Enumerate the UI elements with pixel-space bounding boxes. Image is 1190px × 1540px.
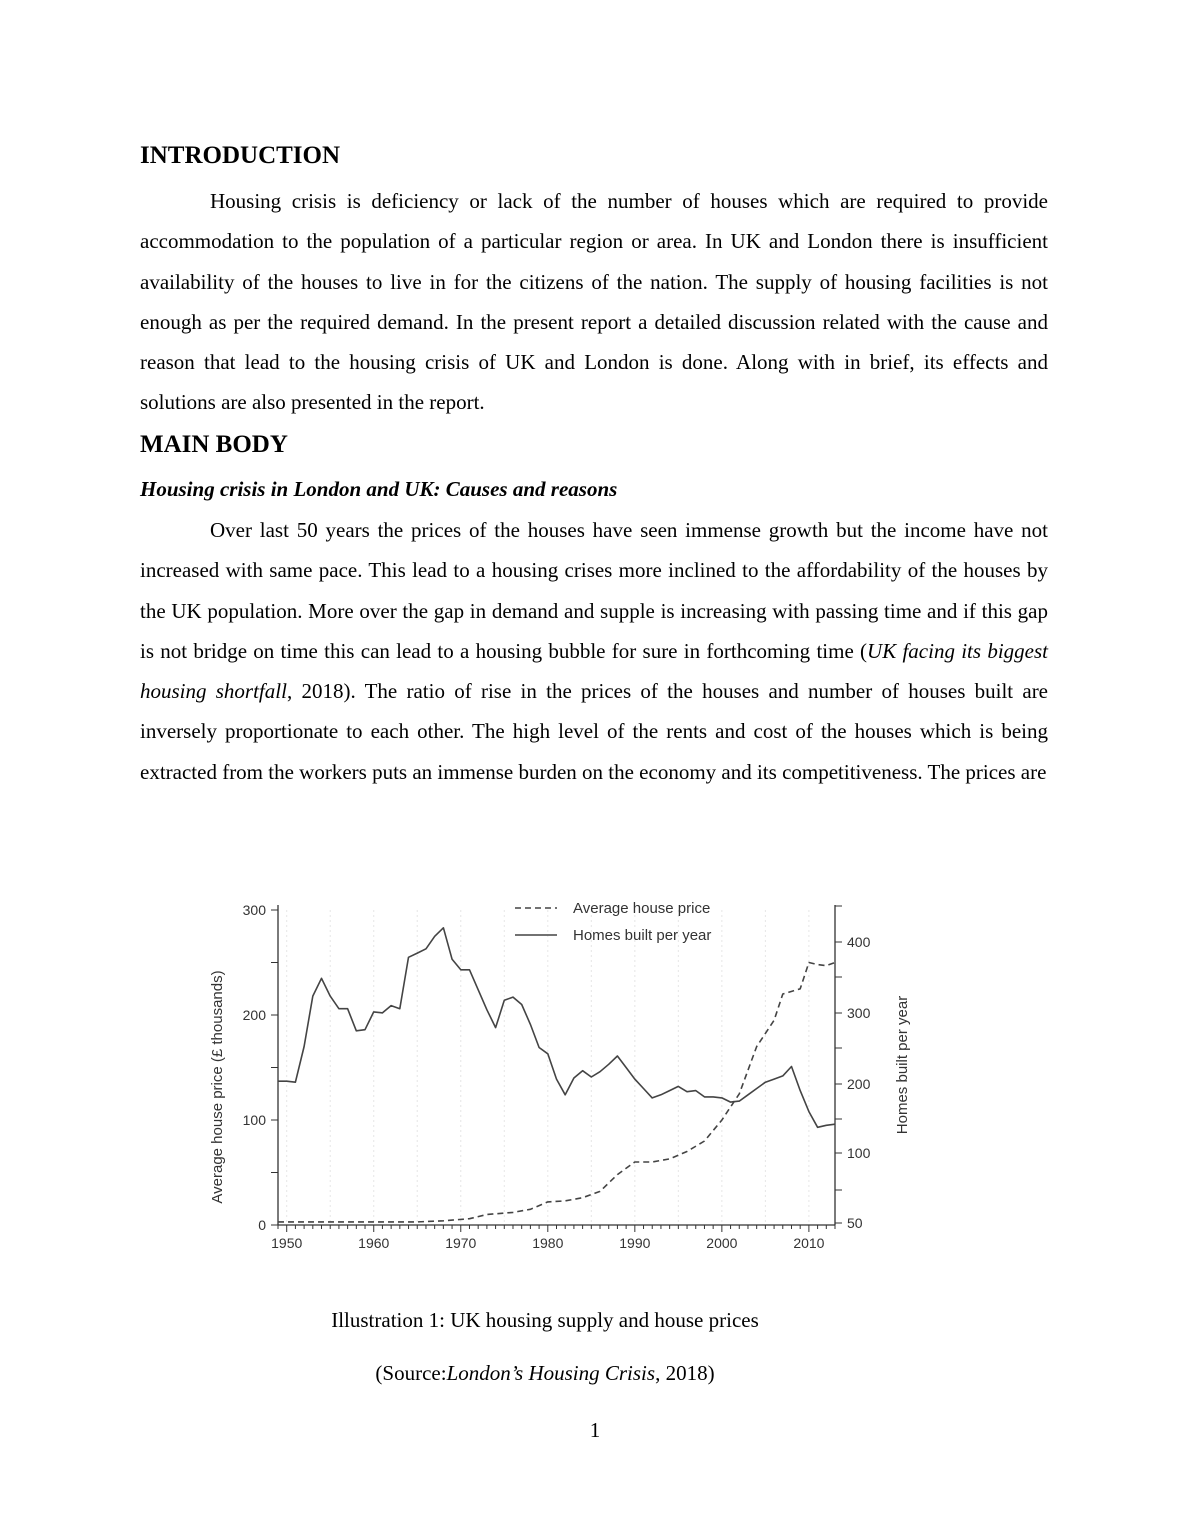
y-left-tick-label: 0 [258, 1217, 266, 1233]
y-left-tick-label: 200 [242, 1007, 266, 1023]
intro-paragraph: Housing crisis is deficiency or lack of the number of houses which are required to provide accommodation to the population of a particular region or area. In UK and London there is insufficient availability of the houses to live in for the citizens of the nation. The supply of housing facilities is not enough as per the required demand. In the present report a detailed discussion related with the cause and reason that lead to the housing crisis of UK and London is done. Along with in brief, its effects and solutions are also presented in the report. [140, 189, 1048, 415]
page-number: 1 [589, 1418, 601, 1442]
y-right-tick-label: 400 [847, 934, 871, 950]
x-tick-label: 1970 [445, 1235, 477, 1251]
citation-title: UK facing its biggest housing shortfall [140, 638, 1048, 704]
section-subheading: Housing crisis in London and UK: Causes and reasons [140, 477, 618, 501]
intro-heading: INTRODUCTION [140, 142, 341, 169]
chart-legend [515, 900, 711, 944]
y-right-tick-label: 50 [847, 1215, 863, 1231]
y-axis-label-right: Homes built per year [894, 995, 911, 1135]
figure-caption: Illustration 1: UK housing supply and house prices [331, 1308, 759, 1332]
homes-built-line [278, 928, 835, 1128]
causes-paragraph [140, 510, 1048, 792]
y-right-tick-label: 300 [847, 1005, 871, 1021]
chart-gridlines [287, 910, 809, 1225]
legend-label: Average house price [573, 900, 711, 917]
x-tick-label: 1990 [619, 1235, 651, 1251]
causes-paragraph-part2: ). The ratio of rise in the prices of the houses and number of houses built are inversely proportionate to each other. The high level of the rents and cost of the houses which is being extracted from the workers puts an immense burden on the economy and its competitiveness. The prices are [140, 679, 1049, 784]
legend-label: Homes built per year [573, 927, 712, 944]
chart-series [278, 928, 835, 1222]
housing-chart [195, 880, 935, 1265]
x-tick-label: 2000 [706, 1235, 738, 1251]
y-right-tick-label: 200 [847, 1076, 871, 1092]
x-tick-label: 2010 [793, 1235, 825, 1251]
x-tick-label: 1960 [358, 1235, 390, 1251]
source-title: London’s Housing Crisis [446, 1361, 656, 1385]
x-tick-label: 1980 [532, 1235, 564, 1251]
y-left-tick-label: 300 [242, 902, 266, 918]
y-right-tick-label: 100 [847, 1145, 871, 1161]
main-body-heading: MAIN BODY [140, 431, 288, 458]
source-suffix: , 2018) [655, 1361, 715, 1385]
chart-axes [243, 902, 871, 1251]
citation-year: , 2018 [286, 679, 344, 704]
y-left-tick-label: 100 [242, 1112, 266, 1128]
x-tick-label: 1950 [271, 1235, 303, 1251]
figure-source [0, 1361, 1090, 1386]
y-axis-label-left: Average house price (£ thousands) [209, 970, 226, 1204]
source-prefix: (Source: [375, 1361, 447, 1385]
causes-paragraph-part1: Over last 50 years the prices of the houses have seen immense growth but the income have not increased with same pace. This lead to a housing crises more inclined to the affordability of the houses by the UK population. More over the gap in demand and supple is increasing with passing time and if this gap is not bridge on time this can lead to a housing bubble for sure in forthcoming time ( [140, 518, 1048, 663]
